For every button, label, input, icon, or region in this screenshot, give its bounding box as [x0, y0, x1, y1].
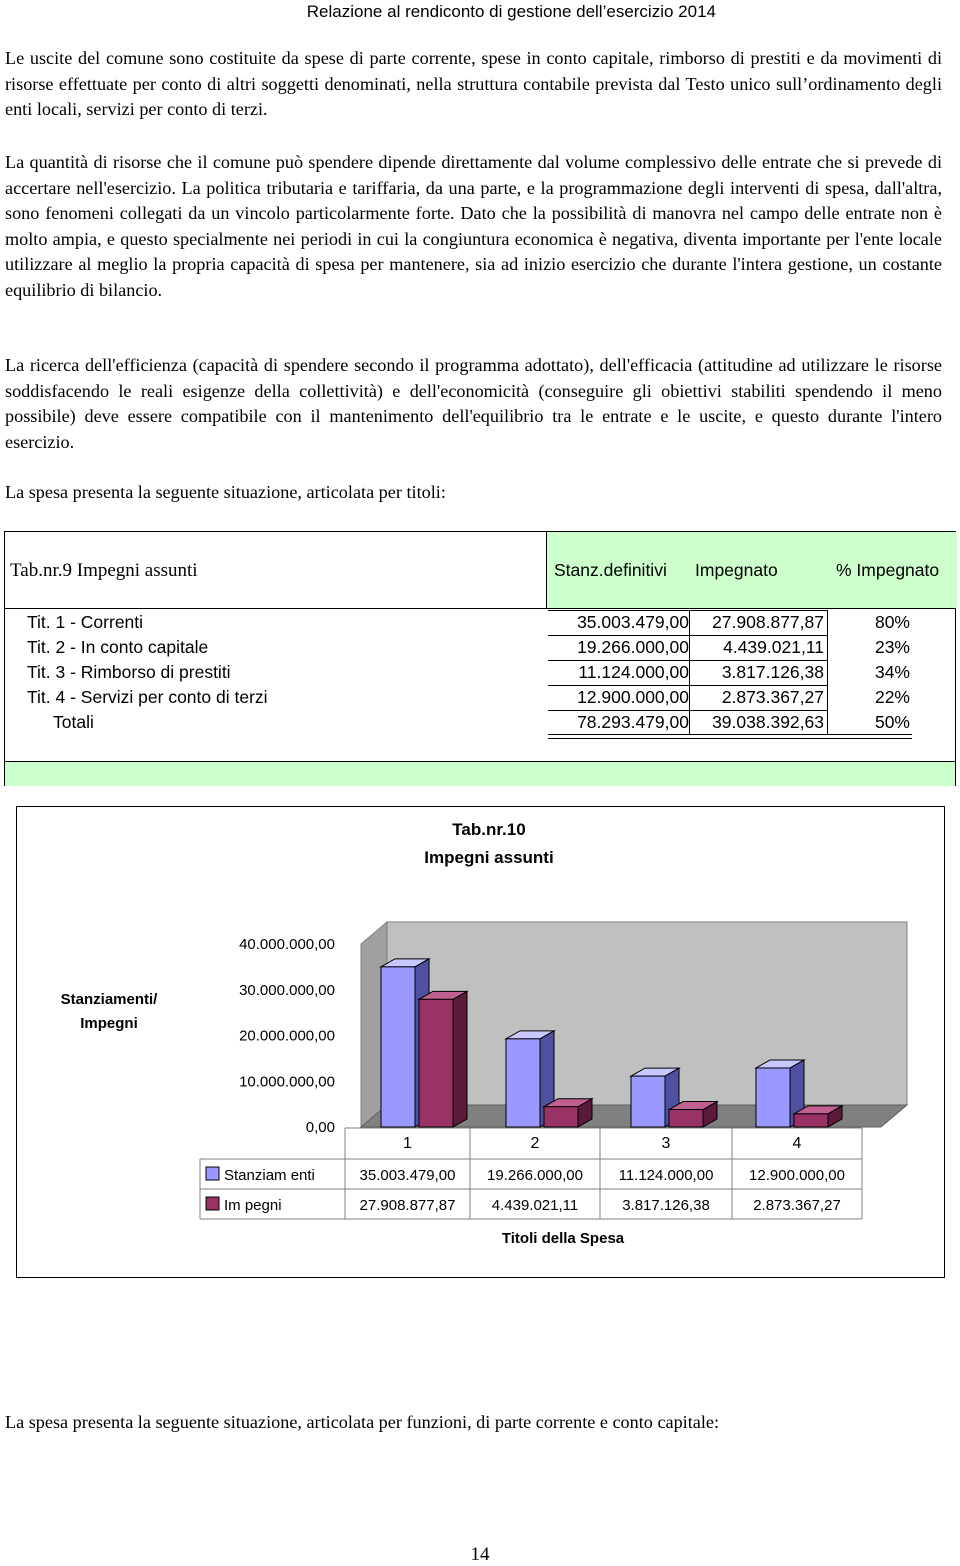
- x-axis-label: Titoli della Spesa: [501, 1230, 625, 1247]
- table-row: [5, 684, 955, 709]
- page-number: 14: [470, 1544, 490, 1565]
- cell-stanz: 35.003.479,00: [577, 612, 689, 632]
- legend-swatch-impegni: [206, 1197, 219, 1210]
- total-pct: 50%: [874, 712, 910, 732]
- row-label: Tit. 3 - Rimborso di prestiti: [27, 662, 231, 682]
- legend-label-stanziamenti: Stanziam enti: [224, 1167, 315, 1184]
- table-impegni-assunti: [4, 531, 956, 786]
- paragraph-efficienza: La ricerca dell'efficienza (capacità di spendere secondo il programma adottato), dell'efficacia (attitudine ad utilizzare le risorse soddisfacendo le reali esigenze della collettività) e dell'economicità (conseguire gli obiettivi stabiliti spendendo il meno possibile) deve essere compatibile con il mantenimento dell'equilibrio tra le entrate e le uscite, e questo durante l'intero esercizio.: [5, 355, 942, 452]
- cell-pct: 80%: [874, 612, 910, 632]
- table-total-row: [5, 709, 955, 734]
- bar-stanziamenti: [756, 1068, 790, 1127]
- bar-impegni: [669, 1110, 703, 1127]
- y-tick-label: 40.000.000,00: [239, 936, 335, 953]
- cell-stanz: 19.266.000,00: [577, 637, 689, 657]
- paragraph-funzioni-intro: La spesa presenta la seguente situazione, articolata per funzioni, di parte corrente e conto capitale:: [5, 1412, 720, 1432]
- y-axis-label: Stanziamenti/: [60, 991, 158, 1008]
- y-tick-label: 20.000.000,00: [239, 1027, 335, 1045]
- chart-subtitle: Impegni assunti: [424, 848, 554, 867]
- x-tick-label: 3: [661, 1135, 671, 1152]
- table-header-band: [546, 532, 957, 608]
- header-pct-impegnato: % Impegnato: [836, 560, 940, 580]
- cell-impegnato: 2.873.367,27: [721, 687, 824, 707]
- x-tick-label: 1: [403, 1135, 412, 1152]
- row-label: Tit. 2 - In conto capitale: [27, 637, 209, 657]
- total-impegnato: 39.038.392,63: [712, 712, 824, 732]
- y-tick-label: 0,00: [305, 1119, 335, 1136]
- cell-impegnato: 4.439.021,11: [723, 637, 824, 657]
- x-tick-label: 2: [530, 1135, 540, 1152]
- data-label: 2.873.367,27: [753, 1197, 841, 1214]
- legend-swatch-stanziamenti: [206, 1167, 219, 1180]
- bar-stanziamenti: [506, 1039, 540, 1127]
- cell-pct: 23%: [874, 637, 910, 657]
- page-header: Relazione al rendiconto di gestione dell’esercizio 2014: [306, 2, 716, 21]
- data-label: 19.266.000,00: [487, 1167, 583, 1184]
- chart-impegni-assunti: [16, 806, 945, 1278]
- header-impegnato: Impegnato: [695, 560, 778, 580]
- cell-impegnato: 3.817.126,38: [721, 662, 824, 682]
- y-tick-label: 30.000.000,00: [239, 981, 335, 999]
- y-tick-label: 10.000.000,00: [239, 1073, 335, 1091]
- table-row: [5, 609, 955, 634]
- data-label: 11.124.000,00: [618, 1167, 714, 1184]
- chart-canvas: [17, 807, 944, 1277]
- y-axis-label: Impegni: [80, 1015, 138, 1032]
- row-label: Tit. 1 - Correnti: [27, 612, 144, 632]
- bar-stanziamenti: [631, 1076, 665, 1127]
- data-label: 35.003.479,00: [359, 1167, 456, 1184]
- bar-impegni: [419, 999, 453, 1127]
- data-label: 4.439.021,11: [491, 1197, 579, 1214]
- table-row: [5, 659, 955, 684]
- row-label: Tit. 4 - Servizi per conto di terzi: [27, 687, 268, 707]
- data-label: 12.900.000,00: [749, 1167, 845, 1184]
- paragraph-titoli-intro: La spesa presenta la seguente situazione, articolata per titoli:: [5, 482, 446, 502]
- cell-stanz: 11.124.000,00: [578, 662, 689, 682]
- bar-stanziamenti: [381, 967, 415, 1127]
- bar-impegni-side: [453, 991, 467, 1127]
- legend-label-impegni: Im pegni: [224, 1197, 282, 1214]
- paragraph-uscite: Le uscite del comune sono costituite da spese di parte corrente, spese in conto capitale, rimborso di prestiti e da movimenti di risorse effettuate per conto di altri soggetti denominati, nella struttura contabile prevista dal Testo unico sull’ordinamento degli enti locali, servizi per conto di terzi.: [5, 48, 942, 119]
- data-label: 3.817.126,38: [622, 1197, 710, 1214]
- data-label: 27.908.877,87: [359, 1197, 456, 1214]
- bar-impegni: [544, 1107, 578, 1127]
- cell-stanz: 12.900.000,00: [577, 687, 689, 707]
- cell-pct: 34%: [874, 662, 910, 682]
- cell-impegnato: 27.908.877,87: [712, 612, 824, 632]
- bar-impegni: [794, 1114, 828, 1127]
- chart-title: Tab.nr.10: [452, 820, 526, 839]
- cell-pct: 22%: [874, 687, 910, 707]
- total-double-rule: [548, 734, 912, 739]
- x-tick-label: 4: [792, 1135, 802, 1152]
- total-stanz: 78.293.479,00: [577, 712, 689, 732]
- table-title: Tab.nr.9 Impegni assunti: [10, 560, 198, 581]
- total-label: Totali: [53, 712, 94, 732]
- header-stanz: Stanz.definitivi: [554, 560, 667, 580]
- paragraph-risorse: La quantità di risorse che il comune può spendere dipende direttamente dal volume complessivo delle entrate che si prevede di accertare nell'esercizio. La politica tributaria e tariffaria, da una parte, e la programmazione degli interventi di spesa, dall'altra, sono fenomeni collegati da un vincolo particolarmente forte. Dato che la possibilità di manovra nel campo delle entrate non è molto ampia, e questo specialmente nei periodi in cui la congiuntura economica è negativa, diventa importante per l'ente locale utilizzare al meglio la propria capacità di spesa per mantenere, sia ad inizio esercizio che durante l'intera gestione, un costante equilibrio di bilancio.: [5, 152, 942, 300]
- table-footer-band: [5, 761, 955, 786]
- table-row: [5, 634, 955, 659]
